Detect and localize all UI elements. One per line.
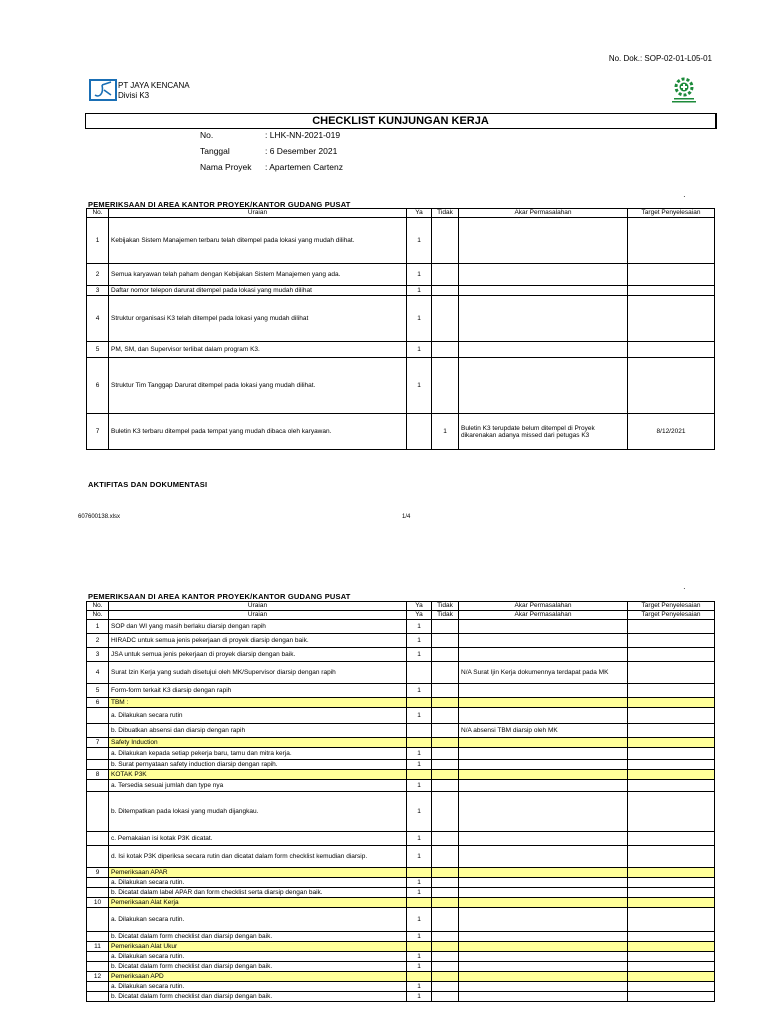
- table-row: [87, 792, 715, 832]
- footer-page: 1/4: [402, 514, 411, 520]
- table-row: [87, 878, 715, 888]
- row-description: Struktur organisasi K3 telah ditempel pada lokasi yang mudah dilihat: [109, 296, 407, 342]
- table-row: [87, 780, 715, 792]
- table-row: [87, 888, 715, 898]
- table-row: [87, 286, 715, 296]
- row-number: [87, 724, 109, 738]
- row-number: [87, 846, 109, 868]
- row-description: a. Dilakukan kepada setiap pekerja baru, tamu dan mitra kerja.: [109, 748, 407, 760]
- row-target: [628, 684, 715, 698]
- table-row: [87, 846, 715, 868]
- row-number: [87, 952, 109, 962]
- row-tidak: [432, 286, 459, 296]
- row-ya-empty: [407, 942, 432, 952]
- row-ya: 1: [407, 708, 432, 724]
- row-tidak-empty: [432, 942, 459, 952]
- subsection-title: Pemeriksaan APD: [109, 972, 407, 982]
- stray-mark: ·: [683, 192, 686, 201]
- row-akar-permasalahan: [459, 286, 628, 296]
- row-akar-permasalahan: [459, 620, 628, 634]
- row-target: [628, 780, 715, 792]
- header-uraian: Uraian: [109, 611, 407, 620]
- row-tidak: [432, 620, 459, 634]
- row-tidak: 1: [432, 414, 459, 450]
- row-target-empty: [628, 868, 715, 878]
- row-tidak: [432, 878, 459, 888]
- header-uraian: Uraian: [109, 209, 407, 218]
- footer-filename: 607600138.xlsx: [78, 514, 121, 520]
- meta-row: [0, 143, 768, 159]
- table-row: [87, 952, 715, 962]
- meta-value: : 6 Desember 2021: [265, 146, 338, 156]
- row-akar-permasalahan: [459, 982, 628, 992]
- row-number: [87, 760, 109, 770]
- row-number: 6: [87, 698, 109, 708]
- row-description: a. Dilakukan secara rutin.: [109, 908, 407, 932]
- row-description: a. Tersedia sesuai jumlah dan type nya: [109, 780, 407, 792]
- row-description: b. Ditempatkan pada lokasi yang mudah dijangkau.: [109, 792, 407, 832]
- row-tidak: [432, 780, 459, 792]
- row-number: 5: [87, 342, 109, 358]
- table-row: [87, 992, 715, 1002]
- header-akar: Akar Permasalahan: [459, 602, 628, 611]
- row-tidak: [432, 982, 459, 992]
- row-tidak: [432, 264, 459, 286]
- row-akar-permasalahan: [459, 908, 628, 932]
- row-number: 2: [87, 264, 109, 286]
- company-name: PT JAYA KENCANA: [118, 81, 190, 90]
- row-target-empty: [628, 770, 715, 780]
- row-akar-empty: [459, 868, 628, 878]
- row-ya: 1: [407, 218, 432, 264]
- row-number: 10: [87, 898, 109, 908]
- row-number: 3: [87, 648, 109, 662]
- header-no: No.: [87, 209, 109, 218]
- row-number: 11: [87, 942, 109, 952]
- row-akar-permasalahan: [459, 780, 628, 792]
- table-row: [87, 708, 715, 724]
- row-number: [87, 780, 109, 792]
- row-akar-permasalahan: [459, 634, 628, 648]
- row-target: [628, 634, 715, 648]
- row-number: 2: [87, 634, 109, 648]
- row-ya: 1: [407, 878, 432, 888]
- row-number: [87, 982, 109, 992]
- company-logo-icon: [88, 78, 118, 102]
- row-number: [87, 992, 109, 1002]
- header-akar: Akar Permasalahan: [459, 611, 628, 620]
- row-description: Semua karyawan telah paham dengan Kebijakan Sistem Manajemen yang ada.: [109, 264, 407, 286]
- row-akar-permasalahan: Buletin K3 terupdate belum ditempel di Proyek dikarenakan adanya missed dari petugas K3: [459, 414, 628, 450]
- header-ya: Ya: [407, 602, 432, 611]
- row-number: 7: [87, 414, 109, 450]
- row-tidak: [432, 342, 459, 358]
- table-row: [87, 760, 715, 770]
- row-tidak: [432, 992, 459, 1002]
- meta-value: : LHK-NN-2021-019: [265, 130, 341, 140]
- row-tidak-empty: [432, 898, 459, 908]
- table-header-row: [87, 209, 715, 218]
- row-ya: 1: [407, 908, 432, 932]
- row-ya: 1: [407, 684, 432, 698]
- checklist-table-1: [86, 208, 715, 450]
- table-header-row: [87, 602, 715, 611]
- row-number: 8: [87, 770, 109, 780]
- section-title: PEMERIKSAAN DI AREA KANTOR PROYEK/KANTOR GUDANG PUSAT: [88, 592, 351, 601]
- subsection-title: Pemeriksaan Alat Kerja: [109, 898, 407, 908]
- row-akar-permasalahan: [459, 358, 628, 414]
- row-ya: 1: [407, 296, 432, 342]
- row-tidak: [432, 218, 459, 264]
- header-target: Target Penyelesaian: [628, 611, 715, 620]
- header-no: No.: [87, 602, 109, 611]
- subsection-title: Pemeriksaan APAR: [109, 868, 407, 878]
- row-ya: 1: [407, 792, 432, 832]
- table-row: [87, 634, 715, 648]
- row-tidak: [432, 888, 459, 898]
- header-ya: Ya: [407, 209, 432, 218]
- row-description: Buletin K3 terbaru ditempel pada tempat yang mudah dibaca oleh karyawan.: [109, 414, 407, 450]
- row-tidak: [432, 962, 459, 972]
- row-description: b. Dicatat dalam form checklist dan diarsip dengan baik.: [109, 932, 407, 942]
- row-target-empty: [628, 698, 715, 708]
- row-target-empty: [628, 898, 715, 908]
- table-row: [87, 932, 715, 942]
- row-target-empty: [628, 738, 715, 748]
- row-number: [87, 932, 109, 942]
- row-akar-permasalahan: [459, 932, 628, 942]
- table-subsection-row: [87, 898, 715, 908]
- row-target-empty: [628, 942, 715, 952]
- table-row: [87, 648, 715, 662]
- table-row: [87, 342, 715, 358]
- row-akar-permasalahan: [459, 878, 628, 888]
- row-ya: 1: [407, 846, 432, 868]
- row-akar-permasalahan: [459, 992, 628, 1002]
- row-description: a. Dilakukan secara rutin: [109, 708, 407, 724]
- row-description: b. Surat pernyataan safety induction diarsip dengan rapih.: [109, 760, 407, 770]
- row-number: [87, 708, 109, 724]
- row-target: [628, 952, 715, 962]
- table-row: [87, 832, 715, 846]
- row-target: [628, 358, 715, 414]
- row-ya: 1: [407, 648, 432, 662]
- row-akar-permasalahan: [459, 846, 628, 868]
- table-subsection-row: [87, 770, 715, 780]
- row-tidak-empty: [432, 972, 459, 982]
- header-akar: Akar Permasalahan: [459, 209, 628, 218]
- row-description: b. Dicatat dalam label APAR dan form checklist serta diarsip dengan baik.: [109, 888, 407, 898]
- row-ya: 1: [407, 982, 432, 992]
- row-number: 3: [87, 286, 109, 296]
- row-target: [628, 264, 715, 286]
- row-tidak-empty: [432, 770, 459, 780]
- subsection-title: Pemeriksaan Alat Ukur: [109, 942, 407, 952]
- row-ya: 1: [407, 342, 432, 358]
- row-tidak: [432, 832, 459, 846]
- k3-gear-cross-icon: [666, 76, 702, 106]
- row-target: [628, 962, 715, 972]
- section-title: PEMERIKSAAN DI AREA KANTOR PROYEK/KANTOR GUDANG PUSAT: [88, 200, 351, 209]
- table-subsection-row: [87, 738, 715, 748]
- row-akar-permasalahan: [459, 218, 628, 264]
- header-no: No.: [87, 611, 109, 620]
- row-akar-permasalahan: [459, 952, 628, 962]
- meta-label: Tanggal: [200, 146, 230, 156]
- table-row: [87, 264, 715, 286]
- row-tidak: [432, 748, 459, 760]
- document-number: No. Dok.: SOP-02-01-L05-01: [608, 54, 712, 63]
- row-description: HIRADC untuk semua jenis pekerjaan di proyek diarsip dengan baik.: [109, 634, 407, 648]
- table-row: [87, 296, 715, 342]
- row-tidak-empty: [432, 868, 459, 878]
- row-ya-empty: [407, 698, 432, 708]
- row-tidak: [432, 846, 459, 868]
- row-number: 4: [87, 662, 109, 684]
- row-akar-empty: [459, 972, 628, 982]
- row-description: Daftar nomor telepon darurat ditempel pada lokasi yang mudah dilihat: [109, 286, 407, 296]
- row-akar-permasalahan: [459, 962, 628, 972]
- row-description: c. Pemakaian isi kotak P3K dicatat.: [109, 832, 407, 846]
- stray-mark: ·: [683, 584, 686, 593]
- row-target: [628, 908, 715, 932]
- row-target: [628, 648, 715, 662]
- row-ya: 1: [407, 932, 432, 942]
- row-description: b. Dibuatkan absensi dan diarsip dengan rapih: [109, 724, 407, 738]
- row-description: b. Dicatat dalam form checklist dan diarsip dengan baik.: [109, 992, 407, 1002]
- row-akar-permasalahan: [459, 888, 628, 898]
- row-number: [87, 888, 109, 898]
- meta-value: : Apartemen Cartenz: [265, 162, 343, 172]
- row-ya: [407, 414, 432, 450]
- row-target: [628, 792, 715, 832]
- row-description: a. Dilakukan secara rutin.: [109, 878, 407, 888]
- row-number: 7: [87, 738, 109, 748]
- row-akar-permasalahan: [459, 648, 628, 662]
- row-description: d. Isi kotak P3K diperiksa secara rutin dan dicatat dalam form checklist kemudian diarsip.: [109, 846, 407, 868]
- row-akar-empty: [459, 898, 628, 908]
- table-subsection-row: [87, 698, 715, 708]
- row-target-empty: [628, 972, 715, 982]
- row-ya-empty: [407, 972, 432, 982]
- header-target: Target Penyelesaian: [628, 209, 715, 218]
- checklist-table-2: [86, 601, 715, 1002]
- row-tidak: [432, 932, 459, 942]
- row-description: Surat Izin Kerja yang sudah disetujui oleh MK/Supervisor diarsip dengan rapih: [109, 662, 407, 684]
- row-target: [628, 846, 715, 868]
- row-tidak: [432, 708, 459, 724]
- row-ya-empty: [407, 770, 432, 780]
- row-ya: 1: [407, 760, 432, 770]
- row-akar-permasalahan: [459, 708, 628, 724]
- row-ya: [407, 724, 432, 738]
- row-target: [628, 832, 715, 846]
- row-target: [628, 662, 715, 684]
- header-uraian: Uraian: [109, 602, 407, 611]
- meta-label: Nama Proyek: [200, 162, 252, 172]
- row-ya: [407, 662, 432, 684]
- row-akar-empty: [459, 942, 628, 952]
- row-number: 9: [87, 868, 109, 878]
- row-tidak-empty: [432, 698, 459, 708]
- row-ya: 1: [407, 952, 432, 962]
- row-ya: 1: [407, 888, 432, 898]
- row-ya-empty: [407, 738, 432, 748]
- row-akar-permasalahan: N/A absensi TBM diarsip oleh MK: [459, 724, 628, 738]
- meta-label: No.: [200, 130, 214, 140]
- row-target: [628, 992, 715, 1002]
- row-tidak: [432, 662, 459, 684]
- table-row: [87, 358, 715, 414]
- row-akar-permasalahan: [459, 760, 628, 770]
- subsection-title: KOTAK P3K: [109, 770, 407, 780]
- row-tidak: [432, 908, 459, 932]
- header-target: Target Penyelesaian: [628, 602, 715, 611]
- row-target: [628, 620, 715, 634]
- row-akar-permasalahan: [459, 296, 628, 342]
- row-target: [628, 888, 715, 898]
- company-block: [118, 81, 190, 101]
- header-ya: Ya: [407, 611, 432, 620]
- row-akar-permasalahan: [459, 264, 628, 286]
- row-ya: 1: [407, 748, 432, 760]
- row-target: 8/12/2021: [628, 414, 715, 450]
- row-tidak: [432, 634, 459, 648]
- row-number: [87, 962, 109, 972]
- table-subsection-row: [87, 972, 715, 982]
- header-tidak: Tidak: [432, 611, 459, 620]
- header-tidak: Tidak: [432, 602, 459, 611]
- row-akar-empty: [459, 698, 628, 708]
- row-tidak: [432, 358, 459, 414]
- table-row: [87, 684, 715, 698]
- table-row: [87, 748, 715, 760]
- row-number: 12: [87, 972, 109, 982]
- table-subsection-row: [87, 942, 715, 952]
- table-row: [87, 908, 715, 932]
- row-ya: 1: [407, 286, 432, 296]
- row-tidak-empty: [432, 738, 459, 748]
- row-akar-empty: [459, 738, 628, 748]
- table-row: [87, 218, 715, 264]
- row-number: [87, 908, 109, 932]
- meta-row: [0, 159, 768, 175]
- row-ya-empty: [407, 898, 432, 908]
- row-target: [628, 708, 715, 724]
- row-target: [628, 932, 715, 942]
- row-tidak: [432, 952, 459, 962]
- row-tidak: [432, 792, 459, 832]
- row-description: b. Dicatat dalam form checklist dan diarsip dengan baik.: [109, 962, 407, 972]
- row-number: 5: [87, 684, 109, 698]
- row-ya: 1: [407, 358, 432, 414]
- row-target: [628, 760, 715, 770]
- row-ya: 1: [407, 634, 432, 648]
- row-target: [628, 724, 715, 738]
- row-number: [87, 832, 109, 846]
- row-akar-permasalahan: [459, 684, 628, 698]
- row-target: [628, 286, 715, 296]
- row-description: Struktur Tim Tanggap Darurat ditempel pada lokasi yang mudah dilihat.: [109, 358, 407, 414]
- table-row: [87, 962, 715, 972]
- row-akar-permasalahan: N/A Surat Ijin Kerja dokumennya terdapat pada MK: [459, 662, 628, 684]
- row-target: [628, 878, 715, 888]
- row-tidak: [432, 760, 459, 770]
- row-ya-empty: [407, 868, 432, 878]
- document-title: CHECKLIST KUNJUNGAN KERJA: [85, 113, 717, 129]
- row-tidak: [432, 296, 459, 342]
- table-row: [87, 620, 715, 634]
- company-division: Divisi K3: [118, 91, 150, 100]
- table-row: [87, 662, 715, 684]
- row-ya: 1: [407, 962, 432, 972]
- row-description: SOP dan WI yang masih berlaku diarsip dengan rapih: [109, 620, 407, 634]
- row-akar-permasalahan: [459, 748, 628, 760]
- row-target: [628, 982, 715, 992]
- table-header-row-repeat: [87, 611, 715, 620]
- header-tidak: Tidak: [432, 209, 459, 218]
- row-ya: 1: [407, 832, 432, 846]
- table-row: [87, 414, 715, 450]
- row-tidak: [432, 724, 459, 738]
- row-ya: 1: [407, 780, 432, 792]
- row-description: a. Dilakukan secara rutin.: [109, 982, 407, 992]
- row-number: 4: [87, 296, 109, 342]
- row-number: 1: [87, 620, 109, 634]
- row-number: [87, 878, 109, 888]
- row-akar-permasalahan: [459, 792, 628, 832]
- table-row: [87, 982, 715, 992]
- row-target: [628, 342, 715, 358]
- row-description: JSA untuk semua jenis pekerjaan di proyek diarsip dengan baik.: [109, 648, 407, 662]
- row-akar-empty: [459, 770, 628, 780]
- row-ya: 1: [407, 264, 432, 286]
- section-title-aktifitas: AKTIFITAS DAN DOKUMENTASI: [88, 480, 208, 489]
- row-target: [628, 748, 715, 760]
- row-ya: 1: [407, 992, 432, 1002]
- row-tidak: [432, 648, 459, 662]
- subsection-title: TBM :: [109, 698, 407, 708]
- table-row: [87, 724, 715, 738]
- row-number: 1: [87, 218, 109, 264]
- row-description: PM, SM, dan Supervisor terlibat dalam program K3.: [109, 342, 407, 358]
- row-ya: 1: [407, 620, 432, 634]
- subsection-title: Safety Induction: [109, 738, 407, 748]
- row-description: Kebijakan Sistem Manajemen terbaru telah ditempel pada lokasi yang mudah dilihat.: [109, 218, 407, 264]
- row-number: 6: [87, 358, 109, 414]
- row-akar-permasalahan: [459, 832, 628, 846]
- row-tidak: [432, 684, 459, 698]
- row-number: [87, 792, 109, 832]
- meta-row: [0, 127, 768, 143]
- row-target: [628, 296, 715, 342]
- meta-block: [0, 127, 768, 175]
- row-akar-permasalahan: [459, 342, 628, 358]
- row-description: Form-form terkait K3 diarsip dengan rapih: [109, 684, 407, 698]
- table-subsection-row: [87, 868, 715, 878]
- row-number: [87, 748, 109, 760]
- row-description: a. Dilakukan secara rutin.: [109, 952, 407, 962]
- row-target: [628, 218, 715, 264]
